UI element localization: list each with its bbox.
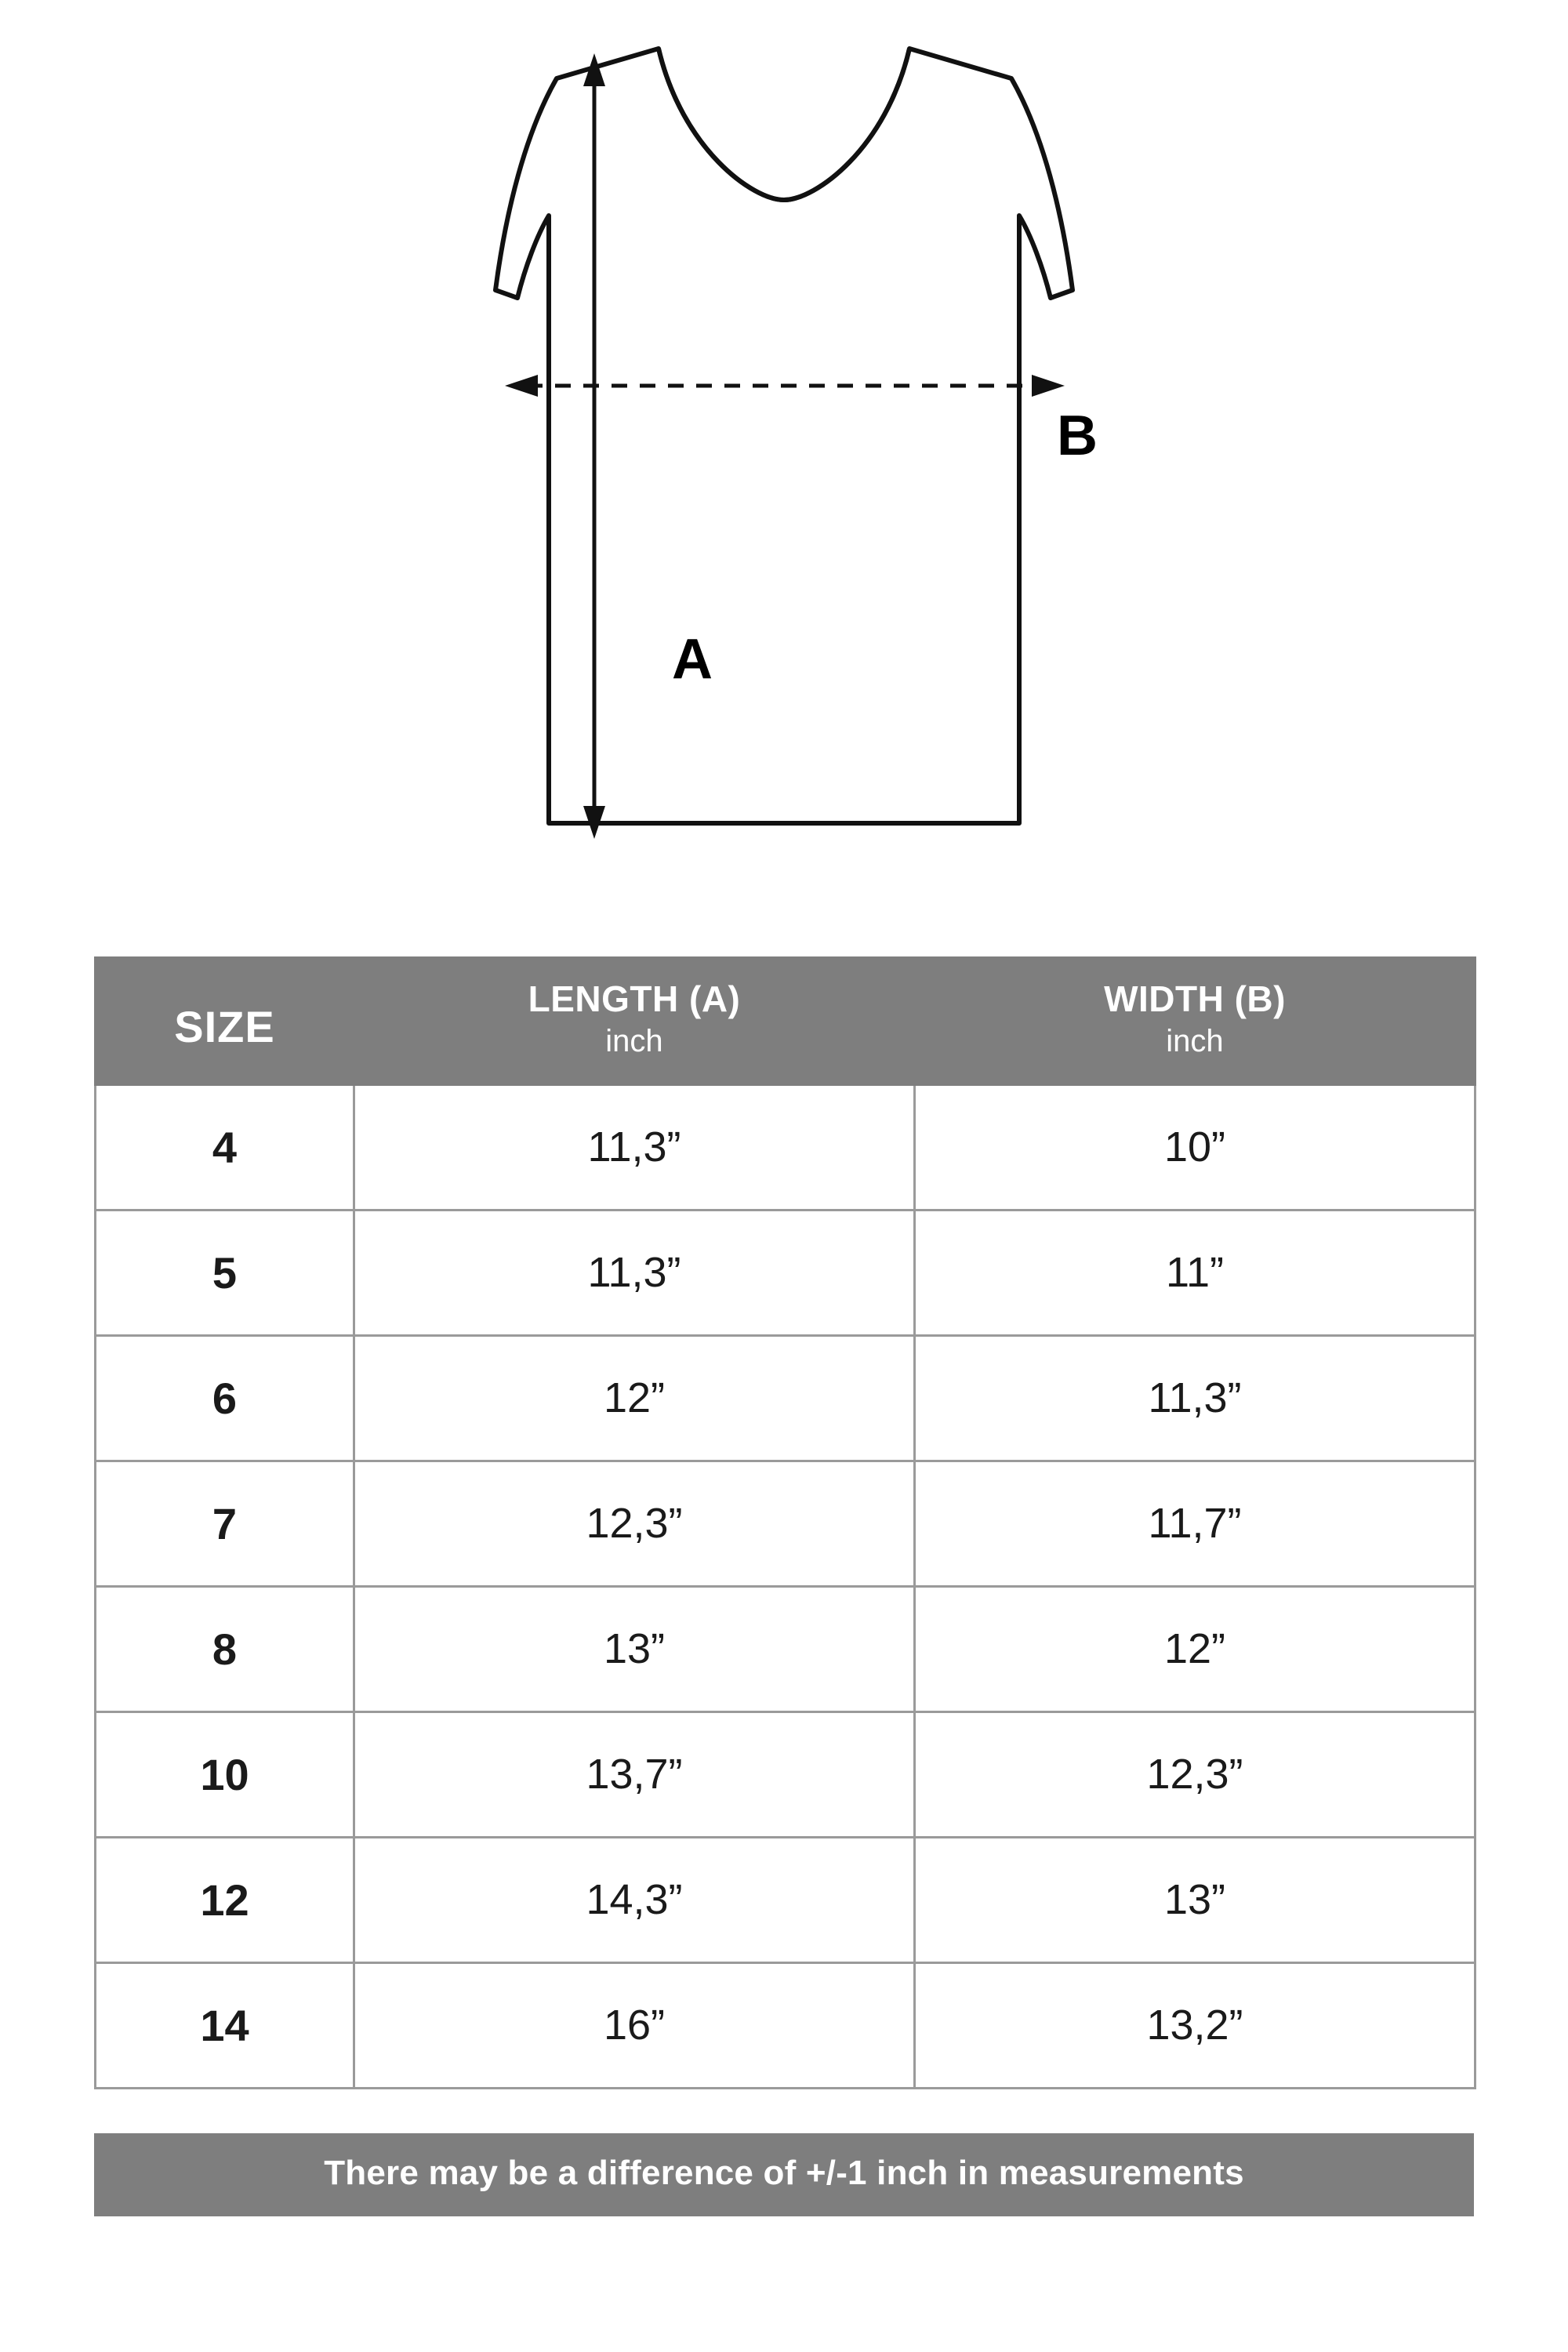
table-row: [96, 1210, 1475, 1335]
header-width: [915, 958, 1475, 1085]
cell-size: 5: [96, 1210, 354, 1335]
size-table-body: [96, 1084, 1475, 2088]
measurement-disclaimer: There may be a difference of +/-1 inch in measurements: [94, 2133, 1474, 2216]
header-size-label: SIZE: [174, 1001, 275, 1051]
table-row: [96, 1837, 1475, 1962]
cell-length: 12,3”: [354, 1461, 915, 1586]
cell-length: 13,7”: [354, 1711, 915, 1837]
cell-size: 8: [96, 1586, 354, 1711]
cell-width: 12,3”: [915, 1711, 1475, 1837]
cell-width: 10”: [915, 1084, 1475, 1210]
cell-width: 11,3”: [915, 1335, 1475, 1461]
cell-length: 14,3”: [354, 1837, 915, 1962]
table-header-row: [96, 958, 1475, 1085]
cell-length: 16”: [354, 1962, 915, 2088]
garment-diagram: [94, 0, 1474, 956]
table-row: [96, 1335, 1475, 1461]
table-row: [96, 1586, 1475, 1711]
garment-outline-path: [495, 49, 1073, 823]
header-width-main: WIDTH (B): [1104, 978, 1286, 1019]
cell-size: 7: [96, 1461, 354, 1586]
table-row: [96, 1084, 1475, 1210]
width-arrow-head-right: [1032, 375, 1065, 397]
header-width-unit: inch: [1166, 1023, 1224, 1058]
cell-size: 12: [96, 1837, 354, 1962]
cell-width: 12”: [915, 1586, 1475, 1711]
header-length-main: LENGTH (A): [528, 978, 741, 1019]
cell-size: 10: [96, 1711, 354, 1837]
cell-width: 11,7”: [915, 1461, 1475, 1586]
cell-width: 11”: [915, 1210, 1475, 1335]
size-table-head: [96, 958, 1475, 1085]
cell-size: 4: [96, 1084, 354, 1210]
length-label-a: A: [672, 628, 713, 691]
header-length-unit: inch: [605, 1023, 663, 1058]
size-table: [94, 956, 1476, 2089]
cell-width: 13”: [915, 1837, 1475, 1962]
header-length: [354, 958, 915, 1085]
cell-size: 14: [96, 1962, 354, 2088]
cell-length: 12”: [354, 1335, 915, 1461]
cell-length: 11,3”: [354, 1084, 915, 1210]
header-size: [96, 958, 354, 1085]
cell-length: 13”: [354, 1586, 915, 1711]
width-label-b: B: [1057, 405, 1098, 467]
width-arrow-head-left: [505, 375, 538, 397]
table-row: [96, 1711, 1475, 1837]
cell-length: 11,3”: [354, 1210, 915, 1335]
cell-size: 6: [96, 1335, 354, 1461]
crop-top-outline-icon: [423, 31, 1145, 894]
cell-width: 13,2”: [915, 1962, 1475, 2088]
table-row: [96, 1461, 1475, 1586]
table-row: [96, 1962, 1475, 2088]
